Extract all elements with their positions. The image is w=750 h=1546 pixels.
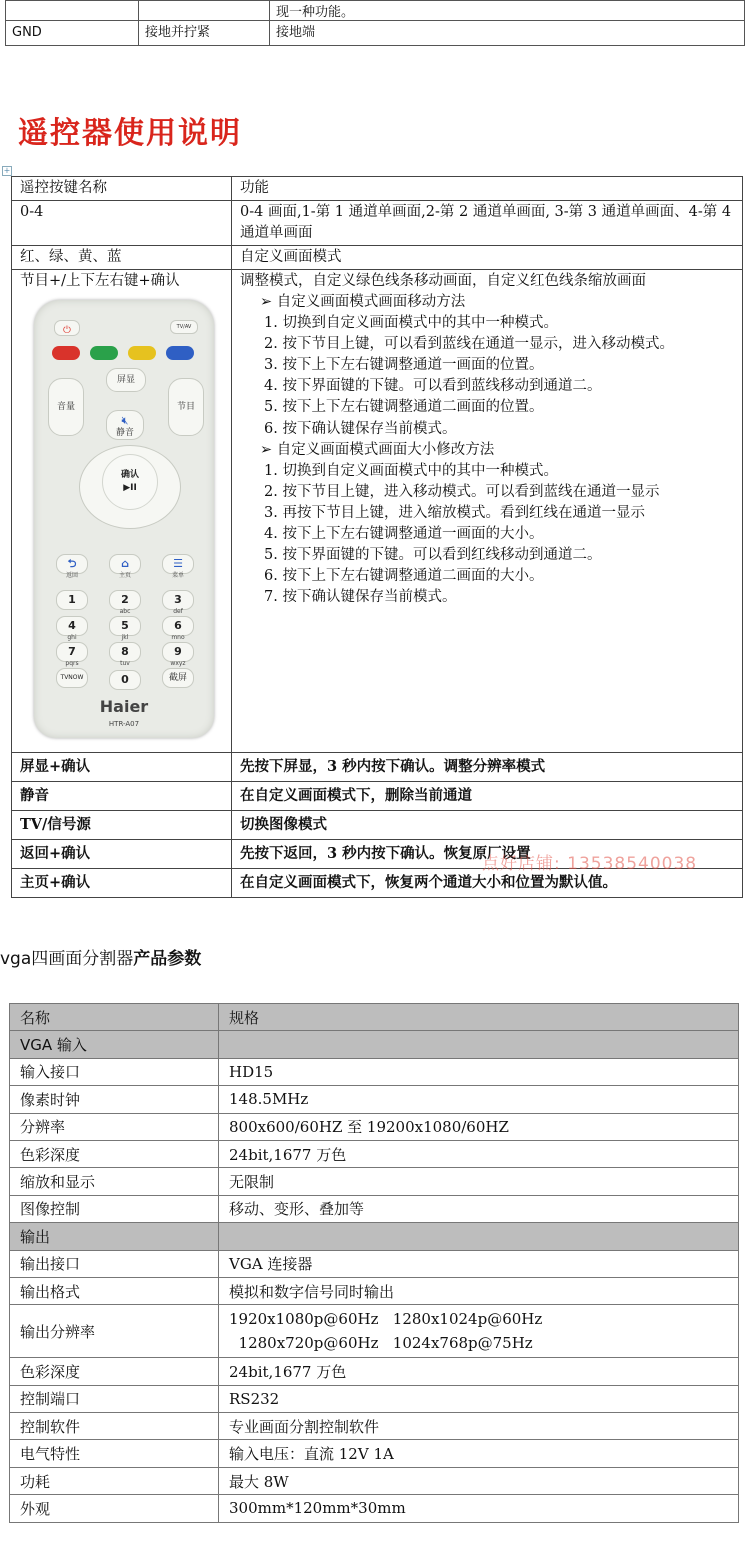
key-0: 0 [109,670,141,690]
spec-value-cell: 专业画面分割控制软件 [219,1413,739,1440]
header-cell: 规格 [219,1004,739,1031]
shop-watermark: 点好店铺: 13538540038 [482,854,698,874]
table-row [10,1223,739,1250]
function-cell [232,270,743,753]
tvnow-button: TVNOW [56,668,88,688]
key-letters: ghi [67,634,77,641]
spec-name-cell: 像素时钟 [10,1086,219,1113]
spec-value-cell: 无限制 [219,1168,739,1195]
spec-name-cell: 外观 [10,1495,219,1522]
key-number: 4 [68,619,76,632]
mute-icon: 🔇︎ [121,414,129,427]
spec-name-cell: 功耗 [10,1467,219,1494]
key-number: 8 [121,645,129,658]
spec-name-cell: 输出格式 [10,1277,219,1304]
volume-button: 音量 [48,378,84,436]
header-cell: 名称 [10,1004,219,1031]
key-name-cell: 返回+确认 [12,840,232,869]
table-cell: 接地并拧紧 [139,21,270,46]
function-cell: 先按下返回，3 秒内按下确认。恢复原厂设置 [232,840,743,869]
table-row [10,1413,739,1440]
spec-table [9,1003,739,1523]
table-row [6,21,745,46]
key-number: 2 [121,593,129,606]
table-cell: GND [6,21,139,46]
table-row [10,1305,739,1358]
function-cell: 切换图像模式 [232,811,743,840]
key-name-cell: 静音 [12,782,232,811]
remote-section-title: 遥控器使用说明 [18,116,242,151]
spec-value-cell: 输入电压：直流 12V 1A [219,1440,739,1467]
spec-section-title: vga四画面分割器产品参数 [0,949,202,969]
yellow-button [128,346,156,360]
key-name-cell: 屏显+确认 [12,753,232,782]
key-number: 6 [174,619,182,632]
table-row [10,1031,739,1058]
list-item: 6. 按下确认键保存当前模式。 [264,420,457,437]
key-letters: wxyz [170,660,186,667]
key-letters: mno [171,634,185,641]
model-label: HTR-A07 [108,720,140,728]
table-cell: 接地端 [270,21,745,46]
key-number: 9 [174,645,182,658]
function-cell: 先按下屏显，3 秒内按下确认。调整分辨率模式 [232,753,743,782]
spec-value-cell: 模拟和数字信号同时输出 [219,1277,739,1304]
back-button: ⮌ 返回 [56,554,88,574]
remote-control-body [34,300,214,738]
key-name-cell: 0-4 [12,201,232,246]
table-anchor-icon[interactable]: + [3,166,11,175]
spec-name-cell: 控制软件 [10,1413,219,1440]
table-header-row [10,1004,739,1031]
key-name-cell: 红、绿、黄、蓝 [12,246,232,270]
key-number: 5 [121,619,129,632]
key-name-cell: TV/信号源 [12,811,232,840]
table-header-row [12,177,743,201]
function-summary: 调整模式，自定义绿色线条移动画面，自定义红色线条缩放画面 [240,273,646,289]
spec-line: 1920x1080p@60Hz 1280x1024p@60Hz [229,1310,543,1329]
top-connector-table [5,0,745,46]
key-letters: abc [119,608,131,615]
mute-button: 🔇︎ 静音 [106,410,144,440]
power-button [54,320,80,336]
spec-name-cell: VGA 输入 [10,1031,219,1058]
key-3 [162,590,194,615]
screenshot-button: 截屏 [162,668,194,688]
table-row [12,753,743,782]
brand-logo: Haier [99,697,149,716]
spec-name-cell: 电气特性 [10,1440,219,1467]
key-8 [109,642,141,667]
function-cell: 自定义画面模式 [232,246,743,270]
table-cell: 现一种功能。 [270,1,745,21]
list-item: 2. 按下节目上键，可以看到蓝线在通道一显示，进入移动模式。 [264,336,674,353]
key-name-cell: 主页+确认 [12,869,232,898]
spec-value-cell [219,1223,739,1250]
spec-name-cell: 图像控制 [10,1195,219,1222]
spec-value-cell: 800x600/60HZ 至 19200x1080/60HZ [219,1113,739,1140]
list-item: 3. 按下上下左右键调整通道一画面的位置。 [264,357,544,374]
spec-name-cell: 缩放和显示 [10,1168,219,1195]
table-row [10,1058,739,1085]
table-row [10,1195,739,1222]
header-cell: 功能 [232,177,743,201]
spec-name-cell: 输出分辨率 [10,1305,219,1358]
spec-value-cell [219,1305,739,1358]
table-row [10,1467,739,1494]
red-button [52,346,80,360]
spec-name-cell: 输入接口 [10,1058,219,1085]
menu-button: ☰ 菜单 [162,554,194,574]
spec-name-cell: 输出 [10,1223,219,1250]
blue-button [166,346,194,360]
remote-usage-table [11,176,743,898]
list-item: 4. 按下界面键的下键。可以看到蓝线移动到通道二。 [264,378,602,395]
ok-button: 确认 ▶II [102,454,158,510]
table-row [12,246,743,270]
power-icon: ⏻ [63,325,71,336]
spec-value-cell: 24bit,1677 万色 [219,1140,739,1167]
key-name-label: 节目+/上下左右键+确认 [20,273,180,289]
table-row [10,1086,739,1113]
key-6 [162,616,194,641]
spec-value-cell: 移动、变形、叠加等 [219,1195,739,1222]
header-cell: 遥控按键名称 [12,177,232,201]
adjust-steps-list [240,292,734,608]
spec-name-cell: 色彩深度 [10,1358,219,1385]
dpad [79,445,181,529]
table-row [10,1385,739,1412]
list-item: 5. 按下上下左右键调整通道二画面的位置。 [264,399,544,416]
key-letters: pqrs [65,660,79,667]
key-1 [56,590,88,610]
remote-control-image [28,300,222,742]
program-button: 节目 [168,378,204,436]
key-2 [109,590,141,615]
table-row [10,1440,739,1467]
key-7 [56,642,88,667]
list-item: 5. 按下界面键的下键。可以看到红线移动到通道二。 [264,547,602,564]
screen-display-button: 屏显 [106,368,146,392]
spec-name-cell: 分辨率 [10,1113,219,1140]
list-item: 3. 再按下节目上键，进入缩放模式。看到红线在通道一显示 [264,504,645,521]
spec-name-cell: 控制端口 [10,1385,219,1412]
key-name-cell [12,270,232,753]
table-row [10,1358,739,1385]
key-letters: tuv [120,660,130,667]
table-row [10,1495,739,1522]
table-row [12,811,743,840]
list-item: 7. 按下确认键保存当前模式。 [264,589,457,606]
key-letters: jkl [121,634,129,641]
function-cell: 在自定义画面模式下，恢复两个通道大小和位置为默认值。 [232,869,743,898]
spec-value-cell: 最大 8W [219,1467,739,1494]
spec-value-cell: RS232 [219,1385,739,1412]
spec-name-cell: 色彩深度 [10,1140,219,1167]
spec-line: 1280x720p@60Hz 1024x768p@75Hz [229,1334,533,1353]
key-4 [56,616,88,641]
spec-value-cell: 24bit,1677 万色 [219,1358,739,1385]
table-row [12,782,743,811]
spec-name-cell: 输出接口 [10,1250,219,1277]
key-5 [109,616,141,641]
list-item: 6. 按下上下左右键调整通道二画面的大小。 [264,568,544,585]
table-row [10,1140,739,1167]
spec-value-cell [219,1031,739,1058]
home-button: ⌂ 主页 [109,554,141,574]
key-9 [162,642,194,667]
list-item: 2. 按下节目上键，进入移动模式。可以看到蓝线在通道一显示 [264,483,660,500]
list-item: 4. 按下上下左右键调整通道一画面的大小。 [264,526,544,543]
list-item: 1. 切换到自定义画面模式中的其中一种模式。 [264,315,558,332]
list-item: ➢ 自定义画面模式画面移动方法 [260,294,466,310]
table-row [10,1277,739,1304]
key-letters: def [173,608,183,615]
key-number: 3 [174,593,182,606]
function-cell: 0-4 画面,1-第 1 通道单画面,2-第 2 通道单画面, 3-第 3 通道单画面、4-第 4 通道单画面 [232,201,743,246]
table-row [10,1250,739,1277]
list-item: 1. 切换到自定义画面模式中的其中一种模式。 [264,462,558,479]
green-button [90,346,118,360]
tv-av-button: TV/AV [170,320,198,334]
list-item: ➢ 自定义画面模式画面大小修改方法 [260,441,495,458]
function-cell: 在自定义画面模式下，删除当前通道 [232,782,743,811]
table-row [10,1168,739,1195]
table-row [6,1,745,21]
spec-value-cell: VGA 连接器 [219,1250,739,1277]
table-row [12,270,743,753]
spec-value-cell: 300mm*120mm*30mm [219,1495,739,1522]
spec-value-cell: 148.5MHz [219,1086,739,1113]
table-row [12,201,743,246]
spec-value-cell: HD15 [219,1058,739,1085]
key-number: 7 [68,645,76,658]
table-row [10,1113,739,1140]
key-number: 1 [68,593,76,606]
